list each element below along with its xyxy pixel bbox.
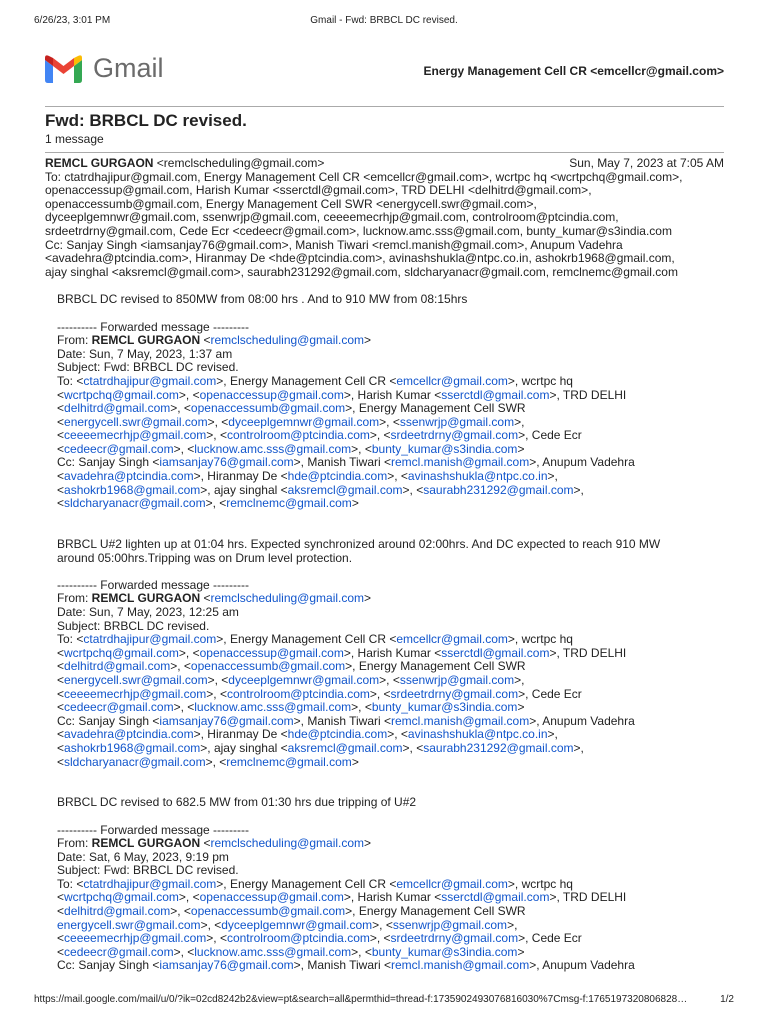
email-link[interactable]: openaccessumb@gmail.com [190, 659, 346, 674]
spacer [57, 783, 724, 797]
email-link[interactable]: avinashshukla@ntpc.co.in [407, 469, 548, 484]
email-link[interactable]: emcellcr@gmail.com [396, 632, 508, 647]
email-link[interactable]: openaccessumb@gmail.com [190, 904, 346, 919]
print-datetime: 6/26/23, 3:01 PM [34, 15, 111, 26]
forward-recipient-line: To: <ctatrdhajipur@gmail.com>, Energy Management Cell CR <emcellcr@gmail.com>, wcrtpc hq [57, 632, 573, 647]
forward-from: From: REMCL GURGAON <remclscheduling@gmail.com> [57, 591, 372, 606]
recipient-line: ajay singhal <aksremcl@gmail.com>, saurabh231292@gmail.com, sldcharyanacr@gmail.com, remclnemc@gmail.com [45, 264, 678, 279]
forward-recipient-line: <delhitrd@gmail.com>, <openaccessumb@gmail.com>, Energy Management Cell SWR [57, 904, 526, 919]
forward-subject: Subject: Fwd: BRBCL DC revised. [57, 360, 239, 375]
email-link[interactable]: openaccessup@gmail.com [199, 387, 344, 402]
email-link[interactable]: avinashshukla@ntpc.co.in [407, 727, 548, 742]
email-link[interactable]: iamsanjay76@gmail.com [159, 713, 294, 728]
forward-subject: Subject: BRBCL DC revised. [57, 618, 210, 633]
email-link[interactable]: delhitrd@gmail.com [64, 401, 171, 416]
forward-recipient-line: <energycell.swr@gmail.com>, <dyceeplgemnwr@gmail.com>, <ssenwrjp@gmail.com>, [57, 672, 525, 687]
email-link[interactable]: delhitrd@gmail.com [64, 904, 171, 919]
forward-from-name: REMCL GURGAON [91, 333, 201, 348]
forward-recipient-line: <sldcharyanacr@gmail.com>, <remclnemc@gmail.com> [57, 496, 359, 511]
email-link[interactable]: controlroom@ptcindia.com [226, 686, 370, 701]
forward-recipient-line: <avadehra@ptcindia.com>, Hiranmay De <hde@ptcindia.com>, <avinashshukla@ntpc.co.in>, [57, 469, 558, 484]
thread-subject: Fwd: BRBCL DC revised. [45, 111, 247, 130]
email-link[interactable]: energycell.swr@gmail.com [57, 917, 201, 932]
gmail-wordmark: Gmail [93, 53, 164, 83]
email-link[interactable]: openaccessup@gmail.com [199, 645, 344, 660]
forward-recipient-line: <wcrtpchq@gmail.com>, <openaccessup@gmail.com>, Harish Kumar <sserctdl@gmail.com>, TRD DELHI [57, 890, 627, 905]
forward-recipient-line: <ceeeemecrhjp@gmail.com>, <controlroom@ptcindia.com>, <srdeetrdrny@gmail.com>, Cede Ecr [57, 428, 582, 443]
forward-recipient-line: <ashokrb1968@gmail.com>, ajay singhal <aksremcl@gmail.com>, <saurabh231292@gmail.com>, [57, 482, 584, 497]
account-identity: Energy Management Cell CR <emcellcr@gmail.com> [423, 64, 724, 78]
forward-recipient-line: Cc: Sanjay Singh <iamsanjay76@gmail.com>, Manish Tiwari <remcl.manish@gmail.com>, Anupum Vadehra [57, 455, 635, 470]
email-link[interactable]: remclnemc@gmail.com [226, 754, 352, 769]
email-link[interactable]: openaccessup@gmail.com [199, 890, 344, 905]
email-link[interactable]: ssenwrjp@gmail.com [392, 917, 508, 932]
forward-from: From: REMCL GURGAON <remclscheduling@gmail.com> [57, 333, 372, 348]
email-link[interactable]: remcl.manish@gmail.com [391, 713, 530, 728]
body-intro: BRBCL DC revised to 850MW from 08:00 hrs . And to 910 MW from 08:15hrs [57, 292, 468, 307]
email-link[interactable]: ctatrdhajipur@gmail.com [83, 632, 217, 647]
email-link[interactable]: avadehra@ptcindia.com [64, 727, 194, 742]
spacer [57, 307, 724, 321]
email-link[interactable]: dyceeplgemnwr@gmail.com [228, 414, 380, 429]
email-link[interactable]: iamsanjay76@gmail.com [159, 455, 294, 470]
email-link[interactable]: remcl.manish@gmail.com [391, 958, 530, 973]
recipient-header [45, 171, 724, 280]
email-link[interactable]: emcellcr@gmail.com [396, 373, 508, 388]
forward-recipient-line: <wcrtpchq@gmail.com>, <openaccessup@gmail.com>, Harish Kumar <sserctdl@gmail.com>, TRD DELHI [57, 387, 627, 402]
forward-from-label: From: [57, 836, 92, 851]
email-link[interactable]: controlroom@ptcindia.com [226, 931, 370, 946]
email-link[interactable]: ctatrdhajipur@gmail.com [83, 373, 217, 388]
message-content [45, 157, 724, 973]
forward-body-line: BRBCL U#2 lighten up at 01:04 hrs. Expected synchronized around 02:00hrs. And DC expected to reach 910 MW [57, 537, 661, 552]
email-link[interactable]: openaccessumb@gmail.com [190, 401, 346, 416]
email-link[interactable]: cedeecr@gmail.com [64, 441, 174, 456]
email-link[interactable]: lucknow.amc.sss@gmail.com [194, 700, 352, 715]
forward-recipient-line: <sldcharyanacr@gmail.com>, <remclnemc@gmail.com> [57, 754, 359, 769]
email-link[interactable]: aksremcl@gmail.com [287, 740, 403, 755]
email-link[interactable]: remcl.manish@gmail.com [391, 455, 530, 470]
email-link[interactable]: remclnemc@gmail.com [226, 496, 352, 511]
recipient-line: openaccessup@gmail.com, Harish Kumar <sserctdl@gmail.com>, TRD DELHI <delhitrd@gmail.com>, [45, 183, 592, 198]
email-link[interactable]: saurabh231292@gmail.com [423, 482, 574, 497]
forward-separator: ---------- Forwarded message --------- [57, 319, 249, 334]
forward-recipient-line: <ceeeemecrhjp@gmail.com>, <controlroom@ptcindia.com>, <srdeetrdrny@gmail.com>, Cede Ecr [57, 931, 582, 946]
forward-recipient-line: <ceeeemecrhjp@gmail.com>, <controlroom@ptcindia.com>, <srdeetrdrny@gmail.com>, Cede Ecr [57, 686, 582, 701]
email-link[interactable]: srdeetrdrny@gmail.com [390, 686, 519, 701]
forward-recipient-line: <delhitrd@gmail.com>, <openaccessumb@gmail.com>, Energy Management Cell SWR [57, 659, 526, 674]
forward-separator: ---------- Forwarded message --------- [57, 822, 249, 837]
forward-recipient-line: Cc: Sanjay Singh <iamsanjay76@gmail.com>, Manish Tiwari <remcl.manish@gmail.com>, Anupum Vadehra [57, 958, 635, 973]
email-link[interactable]: hde@ptcindia.com [287, 727, 388, 742]
forward-from-name: REMCL GURGAON [91, 836, 201, 851]
forward-body-line: around 05:00hrs.Tripping was on Drum level protection. [57, 550, 353, 565]
forward-recipient-line: <cedeecr@gmail.com>, <lucknow.amc.sss@gmail.com>, <bunty_kumar@s3india.com> [57, 441, 525, 456]
forward-recipient-line: To: <ctatrdhajipur@gmail.com>, Energy Management Cell CR <emcellcr@gmail.com>, wcrtpc hq [57, 373, 573, 388]
forward-recipient-line: <energycell.swr@gmail.com>, <dyceeplgemnwr@gmail.com>, <ssenwrjp@gmail.com>, [57, 414, 525, 429]
forward-recipient-line: energycell.swr@gmail.com>, <dyceeplgemnwr@gmail.com>, <ssenwrjp@gmail.com>, [57, 917, 518, 932]
email-link[interactable]: remclscheduling@gmail.com [210, 836, 365, 851]
print-title: Gmail - Fwd: BRBCL DC revised. [310, 15, 458, 26]
email-link[interactable]: ceeeemecrhjp@gmail.com [64, 686, 207, 701]
sender-email: <remclscheduling@gmail.com> [153, 156, 325, 170]
email-link[interactable]: dyceeplgemnwr@gmail.com [228, 672, 380, 687]
forward-subject: Subject: Fwd: BRBCL DC revised. [57, 863, 239, 878]
forward-recipient-line: <delhitrd@gmail.com>, <openaccessumb@gmail.com>, Energy Management Cell SWR [57, 401, 526, 416]
forward-date: Date: Sat, 6 May, 2023, 9:19 pm [57, 849, 229, 864]
email-link[interactable]: sserctdl@gmail.com [441, 890, 550, 905]
spacer [57, 810, 724, 824]
email-link[interactable]: hde@ptcindia.com [287, 469, 388, 484]
email-link[interactable]: bunty_kumar@s3india.com [371, 441, 518, 456]
forward-recipient-line: <ashokrb1968@gmail.com>, ajay singhal <aksremcl@gmail.com>, <saurabh231292@gmail.com>, [57, 740, 584, 755]
forward-date: Date: Sun, 7 May, 2023, 12:25 am [57, 605, 239, 619]
email-link[interactable]: ashokrb1968@gmail.com [64, 740, 201, 755]
email-link[interactable]: cedeecr@gmail.com [64, 700, 174, 715]
forward-from-label: From: [57, 591, 92, 606]
print-url: https://mail.google.com/mail/u/0/?ik=02cd8242b2&view=pt&search=all&permthid=thread-f:1735902493076816030%7Cmsg-f:1765197320806828… [34, 994, 688, 1005]
email-link[interactable]: energycell.swr@gmail.com [64, 414, 208, 429]
email-link[interactable]: ashokrb1968@gmail.com [64, 482, 201, 497]
email-link[interactable]: iamsanjay76@gmail.com [159, 958, 294, 973]
forward-from-label: From: [57, 333, 92, 348]
forward-from: From: REMCL GURGAON <remclscheduling@gmail.com> [57, 836, 372, 851]
forward-body-line: BRBCL DC revised to 682.5 MW from 01:30 hrs due tripping of U#2 [57, 795, 417, 810]
email-link[interactable]: remclscheduling@gmail.com [210, 591, 365, 606]
forward-from-name: REMCL GURGAON [91, 591, 201, 606]
email-link[interactable]: lucknow.amc.sss@gmail.com [194, 441, 352, 456]
email-link[interactable]: ceeeemecrhjp@gmail.com [64, 428, 207, 443]
email-link[interactable]: ctatrdhajipur@gmail.com [83, 876, 217, 891]
email-link[interactable]: avadehra@ptcindia.com [64, 469, 194, 484]
email-link[interactable]: wcrtpchq@gmail.com [64, 387, 179, 402]
email-link[interactable]: aksremcl@gmail.com [287, 482, 403, 497]
message-header [45, 157, 724, 171]
email-link[interactable]: wcrtpchq@gmail.com [64, 645, 179, 660]
email-link[interactable]: ceeeemecrhjp@gmail.com [64, 931, 207, 946]
recipient-line: openaccessumb@gmail.com, Energy Management Cell SWR <energycell.swr@gmail.com>, [45, 196, 537, 211]
page-number: 1/2 [720, 994, 734, 1005]
email-link[interactable]: cedeecr@gmail.com [64, 944, 174, 959]
forward-recipient-line: <cedeecr@gmail.com>, <lucknow.amc.sss@gmail.com>, <bunty_kumar@s3india.com> [57, 944, 525, 959]
email-link[interactable]: delhitrd@gmail.com [64, 659, 171, 674]
spacer [57, 565, 724, 579]
email-link[interactable]: sldcharyanacr@gmail.com [64, 754, 206, 769]
forward-recipient-line: <avadehra@ptcindia.com>, Hiranmay De <hde@ptcindia.com>, <avinashshukla@ntpc.co.in>, [57, 727, 558, 742]
email-link[interactable]: srdeetrdrny@gmail.com [390, 931, 519, 946]
divider [45, 106, 724, 107]
recipient-line: <avadehra@ptcindia.com>, Hiranmay De <hde@ptcindia.com>, avinashshukla@ntpc.co.in, ashokrb1968@gmail.com, [45, 251, 675, 266]
email-link[interactable]: sserctdl@gmail.com [441, 387, 550, 402]
email-link[interactable]: bunty_kumar@s3india.com [371, 944, 518, 959]
email-link[interactable]: saurabh231292@gmail.com [423, 740, 574, 755]
forward-date: Date: Sun, 7 May, 2023, 1:37 am [57, 346, 233, 361]
email-link[interactable]: emcellcr@gmail.com [396, 876, 508, 891]
spacer [57, 524, 724, 538]
recipient-line: dyceeplgemnwr@gmail.com, ssenwrjp@gmail.com, ceeeemecrhjp@gmail.com, controlroom@ptcindia.com, [45, 210, 619, 225]
forward-recipient-line: To: <ctatrdhajipur@gmail.com>, Energy Management Cell CR <emcellcr@gmail.com>, wcrtpc hq [57, 876, 573, 891]
email-link[interactable]: ssenwrjp@gmail.com [399, 672, 515, 687]
email-link[interactable]: dyceeplgemnwr@gmail.com [221, 917, 373, 932]
email-link[interactable]: bunty_kumar@s3india.com [371, 700, 518, 715]
recipient-line: To: ctatrdhajipur@gmail.com, Energy Management Cell CR <emcellcr@gmail.com>, wcrtpc hq <wcrtpchq@gmail.com>, [45, 169, 683, 184]
email-link[interactable]: wcrtpchq@gmail.com [64, 890, 179, 905]
email-link[interactable]: sserctdl@gmail.com [441, 645, 550, 660]
forward-recipient-line: Cc: Sanjay Singh <iamsanjay76@gmail.com>, Manish Tiwari <remcl.manish@gmail.com>, Anupum Vadehra [57, 713, 635, 728]
forward-recipient-line: <cedeecr@gmail.com>, <lucknow.amc.sss@gmail.com>, <bunty_kumar@s3india.com> [57, 700, 525, 715]
email-link[interactable]: ssenwrjp@gmail.com [399, 414, 515, 429]
divider [45, 152, 724, 153]
email-link[interactable]: controlroom@ptcindia.com [226, 428, 370, 443]
sender-name: REMCL GURGAON [45, 156, 154, 170]
spacer [57, 769, 724, 783]
email-link[interactable]: sldcharyanacr@gmail.com [64, 496, 206, 511]
email-link[interactable]: energycell.swr@gmail.com [64, 672, 208, 687]
recipient-line: srdeetrdrny@gmail.com, Cede Ecr <cedeecr@gmail.com>, lucknow.amc.sss@gmail.com, bunty_kumar@s3india.com [45, 223, 672, 238]
spacer [57, 511, 724, 525]
forwarded-chain [57, 307, 724, 973]
gmail-m-icon [45, 55, 82, 83]
message-date: Sun, May 7, 2023 at 7:05 AM [569, 156, 724, 170]
email-link[interactable]: srdeetrdrny@gmail.com [390, 428, 519, 443]
forward-recipient-line: <wcrtpchq@gmail.com>, <openaccessup@gmail.com>, Harish Kumar <sserctdl@gmail.com>, TRD DELHI [57, 645, 627, 660]
email-link[interactable]: remclscheduling@gmail.com [210, 333, 365, 348]
message-body [45, 286, 724, 973]
forward-separator: ---------- Forwarded message --------- [57, 577, 249, 592]
recipient-line: Cc: Sanjay Singh <iamsanjay76@gmail.com>, Manish Tiwari <remcl.manish@gmail.com>, Anupum Vadehra [45, 237, 623, 252]
email-link[interactable]: lucknow.amc.sss@gmail.com [194, 944, 352, 959]
message-count: 1 message [45, 132, 104, 146]
